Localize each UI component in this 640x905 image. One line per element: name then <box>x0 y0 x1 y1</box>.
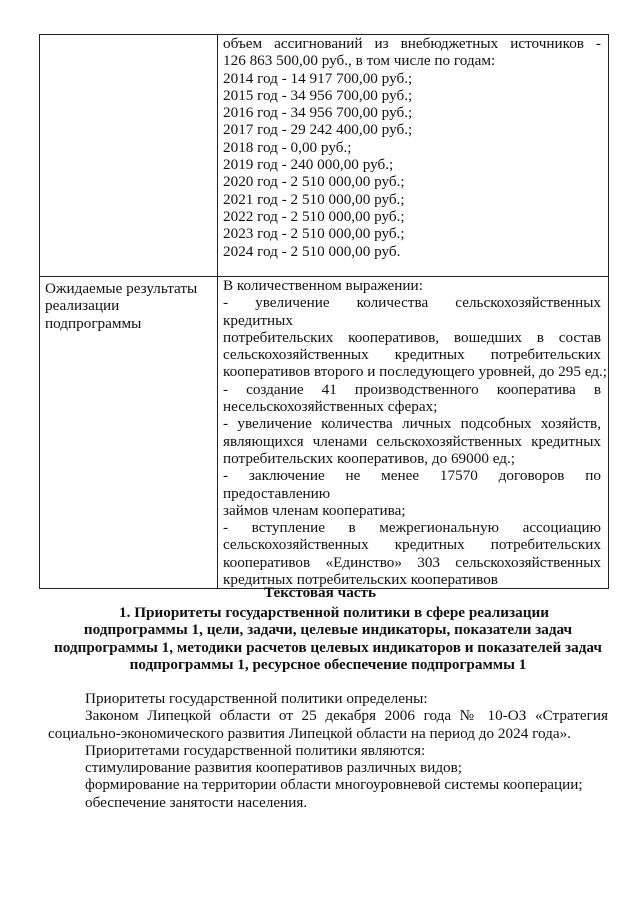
year-line: 2022 год - 2 510 000,00 руб.; <box>223 207 405 225</box>
label-line: реализации <box>45 297 120 315</box>
year-line: 2014 год - 14 917 700,00 руб.; <box>223 69 413 87</box>
result-line: потребительских кооперативов, до 69000 ед.; <box>223 449 516 467</box>
body-text <box>48 690 608 811</box>
section-title: Текстовая часть <box>263 584 377 601</box>
financing-intro: объем ассигнований из внебюджетных источников - <box>223 35 601 52</box>
result-line: - вступление в межрегиональную ассоциацию <box>223 519 601 537</box>
result-line: - создание 41 производственного кооператива в <box>223 380 601 398</box>
section-heading <box>48 604 608 673</box>
label-line: Ожидаемые результаты <box>45 280 198 297</box>
result-line: В количественном выражении: <box>223 277 423 294</box>
financing-total: 126 863 500,00 руб., в том числе по годам: <box>223 52 496 70</box>
year-line: 2020 год - 2 510 000,00 руб.; <box>223 173 405 191</box>
result-line: являющихся членами сельскохозяйственных кредитных <box>223 432 601 450</box>
list-item: обеспечение занятости населения. <box>85 793 308 811</box>
paragraph-continuation: социально-экономического развития Липецкой области на период до 2024 года». <box>48 724 571 742</box>
expected-results-cell <box>218 277 609 589</box>
list-item: формирование на территории области многоуровневой системы кооперации; <box>85 776 583 794</box>
list-item: стимулирование развития кооперативов различных видов; <box>85 759 463 777</box>
year-line: 2021 год - 2 510 000,00 руб.; <box>223 190 405 208</box>
row-label-empty <box>40 35 218 277</box>
result-line: сельскохозяйственных кредитных потребительских <box>223 536 601 554</box>
result-line: кооперативов второго и последующего уровней, до 295 ед.; <box>223 363 608 381</box>
heading-line: подпрограммы 1, цели, задачи, целевые индикаторы, показатели задач <box>83 621 573 639</box>
heading-line: 1. Приоритеты государственной политики в сфере реализации <box>119 604 549 621</box>
paragraph: Приоритетами государственной политики являются: <box>85 741 426 759</box>
result-line: кооперативов «Единство» 303 сельскохозяйственных <box>223 553 601 571</box>
expected-results-label <box>40 277 218 589</box>
result-line: несельскохозяйственных сферах; <box>223 398 438 416</box>
result-line: потребительских кооперативов, вошедших в состав <box>223 328 601 346</box>
year-line: 2023 год - 2 510 000,00 руб.; <box>223 225 405 243</box>
result-line: - увеличение количества личных подсобных хозяйств, <box>223 415 601 433</box>
paragraph: Приоритеты государственной политики определены: <box>85 690 428 707</box>
year-line: 2017 год - 29 242 400,00 руб.; <box>223 121 413 139</box>
table-row <box>40 277 609 589</box>
table-row <box>40 35 609 277</box>
year-line: 2024 год - 2 510 000,00 руб. <box>223 242 401 260</box>
result-line: - увеличение количества сельскохозяйственных кредитных <box>223 294 601 329</box>
heading-line: подпрограммы 1, ресурсное обеспечение подпрограммы 1 <box>129 655 527 673</box>
year-line: 2018 год - 0,00 руб.; <box>223 138 352 156</box>
year-line: 2016 год - 34 956 700,00 руб.; <box>223 104 413 122</box>
passport-table <box>39 34 609 589</box>
result-line: кредитных потребительских кооперативов <box>223 571 498 589</box>
result-line: - заключение не менее 17570 договоров по предоставлению <box>223 467 601 502</box>
label-line: подпрограммы <box>45 314 142 332</box>
paragraph: Законом Липецкой области от 25 декабря 2006 года № 10-ОЗ «Стратегия <box>85 707 608 725</box>
result-line: займов членам кооператива; <box>223 501 406 519</box>
year-line: 2019 год - 240 000,00 руб.; <box>223 156 394 174</box>
heading-line: подпрограммы 1, методики расчетов целевых индикаторов и показателей задач <box>54 638 602 656</box>
financing-cell <box>218 35 609 277</box>
year-line: 2015 год - 34 956 700,00 руб.; <box>223 86 413 104</box>
result-line: сельскохозяйственных кредитных потребительских <box>223 346 601 364</box>
